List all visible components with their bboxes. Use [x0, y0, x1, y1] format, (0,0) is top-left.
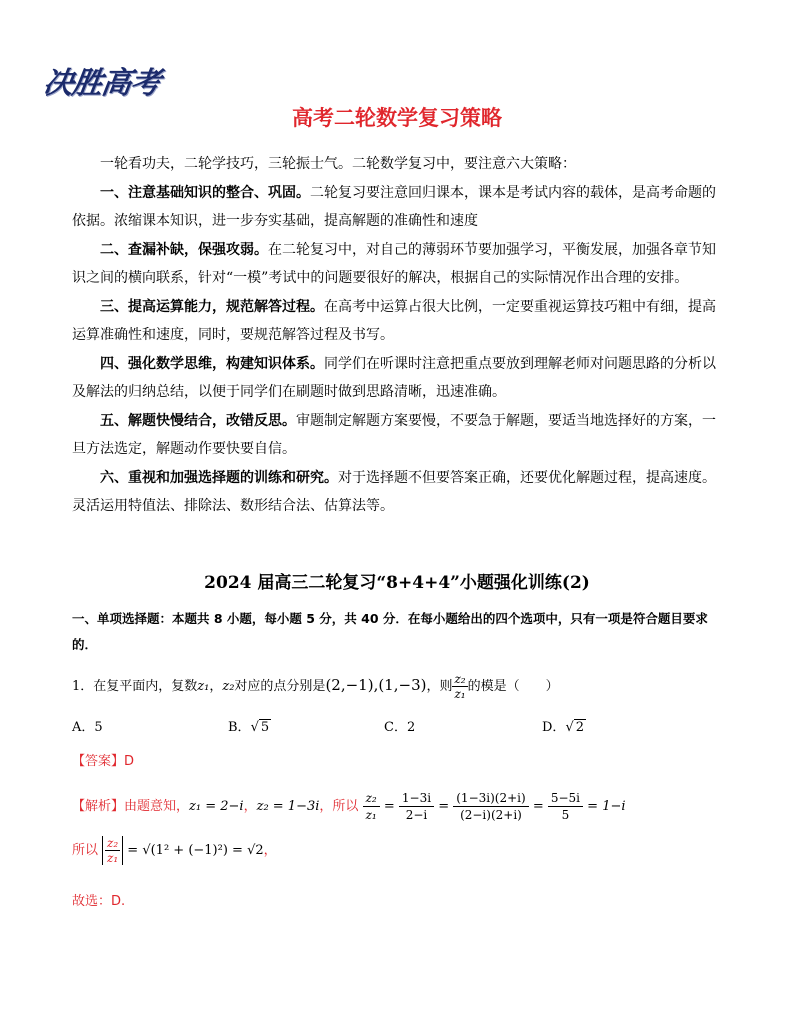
- fraction-step-1: [399, 790, 434, 823]
- conclusion-prefix: 所以: [72, 843, 99, 858]
- strategy-body: 审题制定解题方案要慢，不要急于解题，要适当地选择好的方案，一旦方法选定，解题动作要快要自信。: [72, 412, 716, 457]
- result: = 1−i: [587, 799, 626, 814]
- option-d[interactable]: [542, 716, 586, 735]
- conclusion-suffix: ，: [263, 843, 277, 858]
- strategy-intro: 一轮看功夫，二轮学技巧，三轮振士气。二轮数学复习中，要注意六大策略：: [100, 156, 576, 172]
- strategy-section: [72, 150, 724, 521]
- question-then: ，则: [426, 679, 453, 694]
- strategy-body: 对于选择题不但要答案正确，还要优化解题过程，提高速度。灵活运用特值法、排除法、数形结合法、估算法等。: [72, 469, 716, 514]
- math-z1: z₁: [197, 679, 210, 694]
- math-z1-eq: z₁ = 2−i: [189, 799, 244, 814]
- option-label: D．: [542, 720, 566, 735]
- strategy-head: 三、提高运算能力，规范解答过程。: [100, 298, 324, 315]
- strategy-item: [72, 293, 724, 350]
- math-z2: z₂: [222, 679, 235, 694]
- question-prefix: 1．在复平面内，复数: [72, 679, 198, 694]
- equals: =: [438, 799, 450, 814]
- strategy-body: 在二轮复习中，对自己的薄弱环节要加强学习，平衡发展，加强各章节知识之间的横向联系，针对“一模”考试中的问题要很好的解决，根据自己的实际情况作出合理的安排。: [72, 241, 716, 286]
- fraction-numerator: z₂: [454, 672, 466, 686]
- multiple-choice-instructions: 一、单项选择题：本题共 8 小题，每小题 5 分，共 40 分．在每小题给出的四个选项中，只有一项是符合题目要求的．: [72, 611, 708, 652]
- fraction-numerator: (1−3i)(2+i): [453, 790, 528, 807]
- analysis-label: 【解析】: [72, 799, 125, 814]
- equals: =: [532, 799, 544, 814]
- question-1: [72, 664, 722, 704]
- logo-text: 决胜高考: [41, 66, 162, 101]
- answer-label: 【答案】D: [72, 754, 135, 769]
- fraction-denominator: 2−i: [405, 808, 428, 822]
- strategy-head: 一、注意基础知识的整合、巩固。: [100, 184, 310, 201]
- fraction-step-3: [548, 790, 583, 823]
- strategy-item: [72, 179, 724, 236]
- sqrt-icon: √ 5: [250, 720, 270, 735]
- absolute-value: [102, 836, 123, 865]
- fraction-numerator: 5−5i: [548, 790, 583, 807]
- option-label: A．: [72, 720, 95, 735]
- conclusion-rhs: = √(1² + (−1)²) = √2: [127, 843, 264, 858]
- strategy-item: [72, 350, 724, 407]
- fraction-denominator: (2−i)(2+i): [460, 808, 522, 822]
- question-mid: 对应的点分别是: [234, 679, 326, 694]
- fraction-z2-over-z1: [452, 672, 467, 701]
- strategy-body: 二轮复习要注意回归课本，课本是考试内容的载体，是高考命题的依据。浓缩课本知识，进一步夯实基础，提高解题的准确性和速度: [72, 184, 716, 229]
- fraction-numerator: 1−3i: [399, 790, 434, 807]
- strategy-head: 六、重视和加强选择题的训练和研究。: [100, 469, 338, 486]
- math-z2-eq: z₂ = 1−3i: [256, 799, 320, 814]
- question-stem: [72, 672, 559, 701]
- equals: =: [383, 799, 395, 814]
- option-b[interactable]: [228, 716, 271, 735]
- fraction-step-2: [453, 790, 528, 823]
- strategy-item: [72, 236, 724, 293]
- option-value: 5: [260, 720, 270, 735]
- answer-options: [72, 716, 722, 740]
- option-value: 5: [94, 720, 103, 735]
- option-c[interactable]: [384, 716, 415, 735]
- question-suffix: 的模是（ ）: [467, 679, 559, 694]
- option-label: B．: [228, 720, 251, 735]
- option-value: 2: [406, 720, 416, 735]
- strategy-body: 同学们在听课时注意把重点要放到理解老师对问题思路的分析以及解法的归纳总结，以便于同学们在刷题时做到思路清晰，迅速准确。: [72, 355, 716, 400]
- option-value: 2: [575, 720, 585, 735]
- section-title: 2024 届高三二轮复习“8+4+4”小题强化训练(2): [204, 573, 590, 593]
- option-a[interactable]: [72, 716, 103, 735]
- analysis: [72, 780, 732, 826]
- fraction-numerator: z₂: [363, 790, 380, 807]
- fraction-z2-over-z1: [363, 790, 380, 823]
- page-title: 高考二轮数学复习策略: [292, 106, 502, 130]
- strategy-head: 二、查漏补缺，保强攻弱。: [100, 241, 268, 258]
- strategy-item: [72, 407, 724, 464]
- final-choice: 故选：D.: [72, 894, 126, 909]
- analysis-line: [72, 790, 626, 823]
- option-label: C．: [384, 720, 407, 735]
- math-points: (2,−1),(1,−3): [325, 676, 427, 694]
- fraction-denominator: 5: [561, 808, 570, 822]
- analysis-text: ，所以: [319, 799, 359, 814]
- strategy-head: 五、解题快慢结合，改错反思。: [100, 412, 296, 429]
- fraction-numerator: z₂: [107, 836, 119, 850]
- fraction-denominator: z₁: [365, 808, 377, 822]
- fraction-denominator: z₁: [107, 851, 119, 865]
- sqrt-icon: √ 2: [565, 720, 585, 735]
- fraction-z2-over-z1: [105, 836, 120, 865]
- analysis-text: 由题意知，: [124, 799, 190, 814]
- strategy-body: 在高考中运算占很大比例，一定要重视运算技巧粗中有细，提高运算准确性和速度，同时，要规范解答过程及书写。: [72, 298, 716, 343]
- strategy-item: [72, 464, 724, 521]
- fraction-denominator: z₁: [454, 687, 466, 701]
- analysis-sep: ，: [243, 799, 257, 814]
- strategy-head: 四、强化数学思维，构建知识体系。: [100, 355, 324, 372]
- question-comma: ，: [209, 679, 223, 694]
- conclusion: [72, 836, 277, 872]
